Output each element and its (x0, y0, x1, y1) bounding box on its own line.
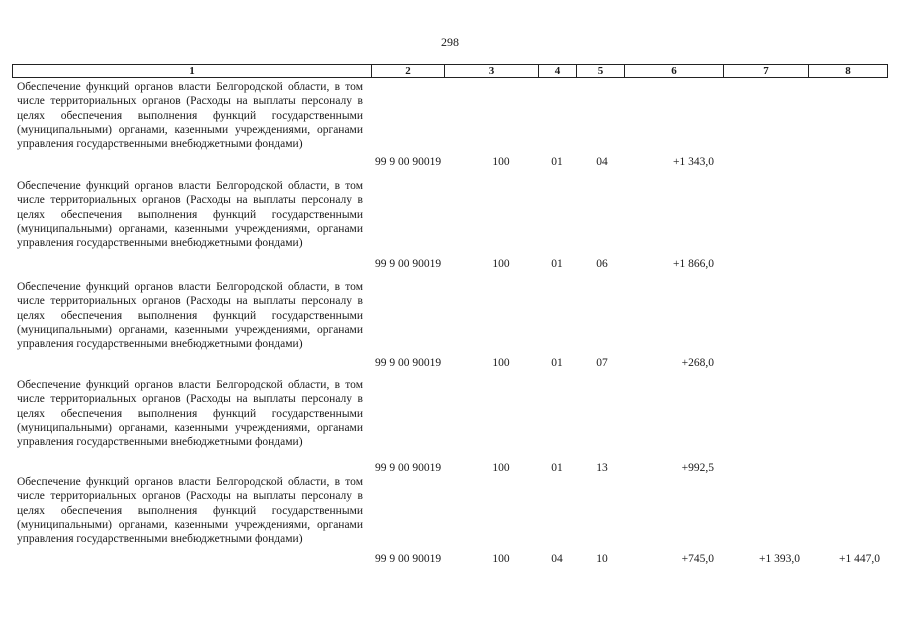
column-header-4: 4 (539, 65, 577, 78)
row-vr: 100 (492, 462, 510, 474)
column-header-3: 3 (445, 65, 539, 78)
row-pr: 06 (596, 258, 608, 270)
row-pr: 10 (596, 553, 608, 565)
table-header (12, 64, 888, 78)
column-header-6: 6 (625, 65, 724, 78)
row-code: 99 9 00 90019 (375, 258, 442, 270)
row-sum-2: +1 393,0 (759, 553, 800, 565)
row-code: 99 9 00 90019 (375, 156, 442, 168)
row-description: Обеспечение функций органов власти Белгородской области, в том числе территориальных органов (Расходы на выплаты персоналу в целях обеспечения выполнения функций государственными (муниципальными) органами, казенными учреждениями, органами управления государственными внебюджетными фондами) (17, 81, 363, 151)
page-number: 298 (441, 35, 459, 49)
row-pr: 13 (596, 462, 608, 474)
column-header-8: 8 (845, 65, 851, 77)
column-header-1: 1 (13, 65, 372, 78)
column-header-2: 2 (372, 65, 445, 78)
row-vr: 100 (492, 258, 510, 270)
row-rz: 01 (551, 258, 563, 270)
row-sum-1: +268,0 (681, 357, 714, 369)
row-code: 99 9 00 90019 (375, 553, 442, 565)
row-sum-1: +992,5 (681, 462, 714, 474)
row-vr: 100 (492, 156, 510, 168)
row-description: Обеспечение функций органов власти Белгородской области, в том числе территориальных органов (Расходы на выплаты персоналу в целях обеспечения выполнения функций государственными (муниципальными) органами, казенными учреждениями, органами управления государственными внебюджетными фондами) (17, 379, 363, 449)
row-rz: 04 (551, 553, 563, 565)
row-sum-3: +1 447,0 (839, 553, 880, 565)
row-sum-1: +745,0 (681, 553, 714, 565)
column-header-7: 7 (724, 65, 809, 78)
row-pr: 07 (596, 357, 608, 369)
row-description: Обеспечение функций органов власти Белгородской области, в том числе территориальных органов (Расходы на выплаты персоналу в целях обеспечения выполнения функций государственными (муниципальными) органами, казенными учреждениями, органами управления государственными внебюджетными фондами) (17, 281, 363, 351)
row-sum-1: +1 343,0 (673, 156, 714, 168)
row-vr: 100 (492, 553, 510, 565)
row-vr: 100 (492, 357, 510, 369)
column-header-5: 5 (577, 65, 625, 78)
row-description: Обеспечение функций органов власти Белгородской области, в том числе территориальных органов (Расходы на выплаты персоналу в целях обеспечения выполнения функций государственными (муниципальными) органами, казенными учреждениями, органами управления государственными внебюджетными фондами) (17, 180, 363, 250)
row-rz: 01 (551, 462, 563, 474)
row-rz: 01 (551, 357, 563, 369)
row-rz: 01 (551, 156, 563, 168)
row-code: 99 9 00 90019 (375, 462, 442, 474)
row-description: Обеспечение функций органов власти Белгородской области, в том числе территориальных органов (Расходы на выплаты персоналу в целях обеспечения выполнения функций государственными (муниципальными) органами, казенными учреждениями, органами управления государственными внебюджетными фондами) (17, 476, 363, 546)
row-sum-1: +1 866,0 (673, 258, 714, 270)
row-code: 99 9 00 90019 (375, 357, 442, 369)
row-pr: 04 (596, 156, 608, 168)
